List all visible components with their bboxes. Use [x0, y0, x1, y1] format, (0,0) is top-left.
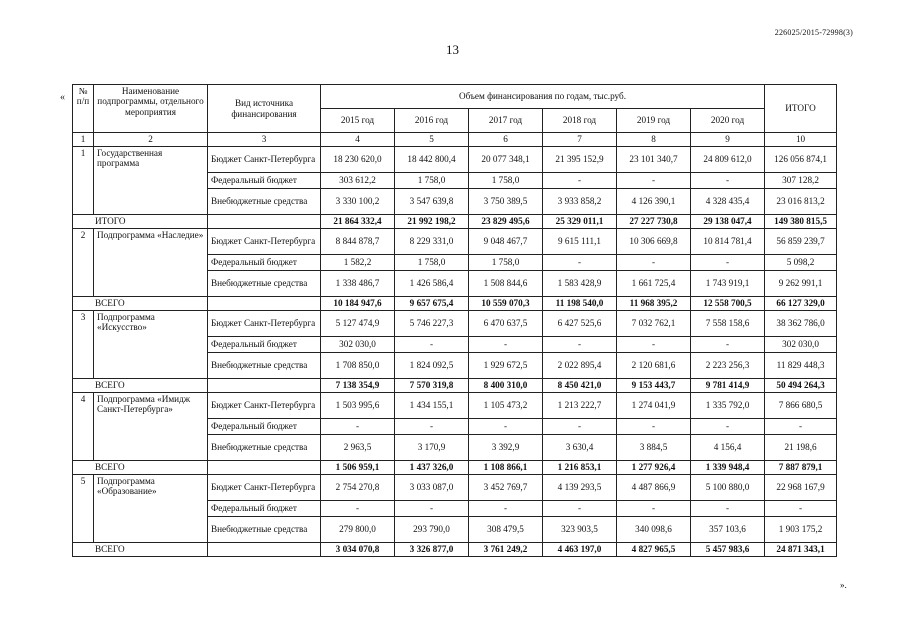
amount-cell: 3 933 858,2	[543, 189, 617, 215]
total-label: ВСЕГО	[73, 461, 208, 475]
amount-cell: 1 824 092,5	[395, 353, 469, 379]
funding-source: Бюджет Санкт-Петербурга	[208, 475, 321, 501]
amount-cell: 1 503 995,6	[321, 393, 395, 419]
header-year: 2019 год	[617, 109, 691, 133]
amount-cell: 20 077 348,1	[469, 147, 543, 173]
program-name: Подпрограмма «Искусство»	[94, 311, 208, 379]
amount-cell: 126 056 874,1	[765, 147, 837, 173]
amount-cell: 22 968 167,9	[765, 475, 837, 501]
amount-cell: 4 328 435,4	[691, 189, 765, 215]
amount-cell: 56 859 239,7	[765, 229, 837, 255]
amount-cell: 3 330 100,2	[321, 189, 395, 215]
amount-cell: 3 630,4	[543, 435, 617, 461]
amount-cell: 2 022 895,4	[543, 353, 617, 379]
total-source-empty	[208, 461, 321, 475]
total-amount-cell: 12 558 700,5	[691, 297, 765, 311]
total-amount-cell: 1 339 948,4	[691, 461, 765, 475]
total-amount-cell: 5 457 983,6	[691, 543, 765, 557]
row-number: 3	[73, 311, 94, 379]
amount-cell: 3 170,9	[395, 435, 469, 461]
financing-table	[72, 84, 837, 557]
amount-cell: -	[765, 501, 837, 517]
amount-cell: 5 098,2	[765, 255, 837, 271]
header-year: 2018 год	[543, 109, 617, 133]
total-amount-cell: 1 277 926,4	[617, 461, 691, 475]
funding-source: Федеральный бюджет	[208, 419, 321, 435]
amount-cell: 1 338 486,7	[321, 271, 395, 297]
amount-cell: -	[321, 419, 395, 435]
amount-cell: 5 100 880,0	[691, 475, 765, 501]
total-amount-cell: 7 887 879,1	[765, 461, 837, 475]
column-index: 6	[469, 133, 543, 147]
funding-source: Бюджет Санкт-Петербурга	[208, 393, 321, 419]
amount-cell: 340 098,6	[617, 517, 691, 543]
row-number: 4	[73, 393, 94, 461]
amount-cell: 1 758,0	[469, 255, 543, 271]
total-amount-cell: 4 827 965,5	[617, 543, 691, 557]
table-row	[73, 311, 837, 337]
amount-cell: -	[691, 419, 765, 435]
total-source-empty	[208, 215, 321, 229]
amount-cell: 8 229 331,0	[395, 229, 469, 255]
total-amount-cell: 7 138 354,9	[321, 379, 395, 393]
total-amount-cell: 3 761 249,2	[469, 543, 543, 557]
amount-cell: -	[765, 419, 837, 435]
funding-source: Внебюджетные средства	[208, 517, 321, 543]
amount-cell: 7 558 158,6	[691, 311, 765, 337]
amount-cell: 1 929 672,5	[469, 353, 543, 379]
amount-cell: -	[617, 255, 691, 271]
total-source-empty	[208, 543, 321, 557]
amount-cell: 21 198,6	[765, 435, 837, 461]
amount-cell: 4 156,4	[691, 435, 765, 461]
row-number: 5	[73, 475, 94, 543]
amount-cell: 303 612,2	[321, 173, 395, 189]
total-row	[73, 461, 837, 475]
total-amount-cell: 10 184 947,6	[321, 297, 395, 311]
funding-source: Федеральный бюджет	[208, 501, 321, 517]
total-amount-cell: 29 138 047,4	[691, 215, 765, 229]
amount-cell: 3 452 769,7	[469, 475, 543, 501]
amount-cell: -	[617, 419, 691, 435]
amount-cell: -	[543, 255, 617, 271]
amount-cell: -	[543, 173, 617, 189]
header-name: Наименование подпрограммы, отдельного мероприятия	[94, 85, 208, 133]
funding-source: Бюджет Санкт-Петербурга	[208, 311, 321, 337]
opening-quote: «	[60, 92, 65, 103]
total-amount-cell: 25 329 011,1	[543, 215, 617, 229]
amount-cell: 1 743 919,1	[691, 271, 765, 297]
amount-cell: 21 395 152,9	[543, 147, 617, 173]
amount-cell: 18 442 800,4	[395, 147, 469, 173]
funding-source: Федеральный бюджет	[208, 173, 321, 189]
amount-cell: 302 030,0	[321, 337, 395, 353]
amount-cell: 9 048 467,7	[469, 229, 543, 255]
amount-cell: 1 508 844,6	[469, 271, 543, 297]
total-amount-cell: 66 127 329,0	[765, 297, 837, 311]
amount-cell: -	[395, 501, 469, 517]
amount-cell: 23 101 340,7	[617, 147, 691, 173]
amount-cell: 38 362 786,0	[765, 311, 837, 337]
column-index: 9	[691, 133, 765, 147]
table-row	[73, 393, 837, 419]
total-amount-cell: 8 450 421,0	[543, 379, 617, 393]
row-number: 2	[73, 229, 94, 297]
amount-cell: 323 903,5	[543, 517, 617, 543]
total-amount-cell: 4 463 197,0	[543, 543, 617, 557]
total-amount-cell: 7 570 319,8	[395, 379, 469, 393]
amount-cell: 8 844 878,7	[321, 229, 395, 255]
amount-cell: 1 661 725,4	[617, 271, 691, 297]
amount-cell: 307 128,2	[765, 173, 837, 189]
row-number: 1	[73, 147, 94, 215]
total-amount-cell: 21 864 332,4	[321, 215, 395, 229]
amount-cell: -	[691, 501, 765, 517]
program-name: Подпрограмма «Наследие»	[94, 229, 208, 297]
header-total: ИТОГО	[765, 85, 837, 133]
amount-cell: 1 434 155,1	[395, 393, 469, 419]
total-label: ВСЕГО	[73, 297, 208, 311]
amount-cell: 1 758,0	[469, 173, 543, 189]
total-amount-cell: 1 437 326,0	[395, 461, 469, 475]
column-index: 4	[321, 133, 395, 147]
total-row	[73, 379, 837, 393]
column-index: 3	[208, 133, 321, 147]
column-index: 1	[73, 133, 94, 147]
amount-cell: 6 470 637,5	[469, 311, 543, 337]
amount-cell: 1 213 222,7	[543, 393, 617, 419]
amount-cell: 4 139 293,5	[543, 475, 617, 501]
funding-source: Внебюджетные средства	[208, 353, 321, 379]
column-index: 2	[94, 133, 208, 147]
total-amount-cell: 1 108 866,1	[469, 461, 543, 475]
program-name: Государственная программа	[94, 147, 208, 215]
funding-source: Внебюджетные средства	[208, 435, 321, 461]
funding-source: Внебюджетные средства	[208, 271, 321, 297]
amount-cell: 4 126 390,1	[617, 189, 691, 215]
amount-cell: 11 829 448,3	[765, 353, 837, 379]
header-num: № п/п	[73, 85, 94, 133]
funding-source: Внебюджетные средства	[208, 189, 321, 215]
amount-cell: 24 809 612,0	[691, 147, 765, 173]
table-row	[73, 147, 837, 173]
total-amount-cell: 9 781 414,9	[691, 379, 765, 393]
amount-cell: 2 754 270,8	[321, 475, 395, 501]
amount-cell: -	[691, 337, 765, 353]
total-amount-cell: 3 034 070,8	[321, 543, 395, 557]
amount-cell: 6 427 525,6	[543, 311, 617, 337]
total-amount-cell: 11 198 540,0	[543, 297, 617, 311]
total-amount-cell: 21 992 198,2	[395, 215, 469, 229]
total-row	[73, 215, 837, 229]
column-index: 8	[617, 133, 691, 147]
total-amount-cell: 23 829 495,6	[469, 215, 543, 229]
table-row	[73, 229, 837, 255]
amount-cell: -	[691, 255, 765, 271]
amount-cell: 1 708 850,0	[321, 353, 395, 379]
amount-cell: -	[321, 501, 395, 517]
amount-cell: 10 814 781,4	[691, 229, 765, 255]
amount-cell: -	[395, 419, 469, 435]
amount-cell: 1 274 041,9	[617, 393, 691, 419]
document-number: 226025/2015-72998(3)	[774, 28, 853, 37]
amount-cell: 1 335 792,0	[691, 393, 765, 419]
amount-cell: 7 866 680,5	[765, 393, 837, 419]
total-amount-cell: 149 380 815,5	[765, 215, 837, 229]
program-name: Подпрограмма «Имидж Санкт-Петербурга»	[94, 393, 208, 461]
amount-cell: 3 547 639,8	[395, 189, 469, 215]
amount-cell: 4 487 866,9	[617, 475, 691, 501]
amount-cell: 3 884,5	[617, 435, 691, 461]
amount-cell: 1 758,0	[395, 255, 469, 271]
page-number: 13	[446, 42, 459, 57]
total-amount-cell: 9 657 675,4	[395, 297, 469, 311]
amount-cell: 1 105 473,2	[469, 393, 543, 419]
total-amount-cell: 3 326 877,0	[395, 543, 469, 557]
total-label: ИТОГО	[73, 215, 208, 229]
financing-table-body	[73, 147, 837, 557]
amount-cell: -	[469, 419, 543, 435]
total-row	[73, 297, 837, 311]
amount-cell: -	[617, 173, 691, 189]
header-year: 2020 год	[691, 109, 765, 133]
amount-cell: 7 032 762,1	[617, 311, 691, 337]
program-name: Подпрограмма «Образование»	[94, 475, 208, 543]
amount-cell: 23 016 813,2	[765, 189, 837, 215]
table-row	[73, 475, 837, 501]
header-year: 2015 год	[321, 109, 395, 133]
amount-cell: 2 223 256,3	[691, 353, 765, 379]
header-year: 2017 год	[469, 109, 543, 133]
header-volume: Объем финансирования по годам, тыс.руб.	[321, 85, 765, 109]
total-amount-cell: 50 494 264,3	[765, 379, 837, 393]
total-label: ВСЕГО	[73, 543, 208, 557]
funding-source: Федеральный бюджет	[208, 255, 321, 271]
total-source-empty	[208, 297, 321, 311]
amount-cell: -	[543, 337, 617, 353]
column-index: 7	[543, 133, 617, 147]
total-amount-cell: 1 506 959,1	[321, 461, 395, 475]
amount-cell: -	[617, 337, 691, 353]
amount-cell: 2 120 681,6	[617, 353, 691, 379]
amount-cell: 1 583 428,9	[543, 271, 617, 297]
amount-cell: 5 127 474,9	[321, 311, 395, 337]
amount-cell: 3 033 087,0	[395, 475, 469, 501]
total-amount-cell: 9 153 443,7	[617, 379, 691, 393]
amount-cell: 9 262 991,1	[765, 271, 837, 297]
amount-cell: 279 800,0	[321, 517, 395, 543]
amount-cell: 3 750 389,5	[469, 189, 543, 215]
total-row	[73, 543, 837, 557]
amount-cell: 1 903 175,2	[765, 517, 837, 543]
amount-cell: 1 582,2	[321, 255, 395, 271]
total-amount-cell: 11 968 395,2	[617, 297, 691, 311]
amount-cell: 1 426 586,4	[395, 271, 469, 297]
amount-cell: 1 758,0	[395, 173, 469, 189]
amount-cell: 2 963,5	[321, 435, 395, 461]
amount-cell: -	[469, 337, 543, 353]
total-source-empty	[208, 379, 321, 393]
amount-cell: 293 790,0	[395, 517, 469, 543]
amount-cell: -	[395, 337, 469, 353]
total-label: ВСЕГО	[73, 379, 208, 393]
amount-cell: -	[691, 173, 765, 189]
amount-cell: 9 615 111,1	[543, 229, 617, 255]
amount-cell: -	[543, 501, 617, 517]
total-amount-cell: 1 216 853,1	[543, 461, 617, 475]
amount-cell: 5 746 227,3	[395, 311, 469, 337]
amount-cell: 10 306 669,8	[617, 229, 691, 255]
amount-cell: 302 030,0	[765, 337, 837, 353]
total-amount-cell: 24 871 343,1	[765, 543, 837, 557]
total-amount-cell: 8 400 310,0	[469, 379, 543, 393]
closing-quote: ».	[840, 580, 847, 590]
amount-cell: 3 392,9	[469, 435, 543, 461]
total-amount-cell: 10 559 070,3	[469, 297, 543, 311]
amount-cell: 18 230 620,0	[321, 147, 395, 173]
amount-cell: -	[617, 501, 691, 517]
column-index-row	[73, 133, 837, 147]
funding-source: Федеральный бюджет	[208, 337, 321, 353]
total-amount-cell: 27 227 730,8	[617, 215, 691, 229]
amount-cell: 308 479,5	[469, 517, 543, 543]
amount-cell: 357 103,6	[691, 517, 765, 543]
header-year: 2016 год	[395, 109, 469, 133]
amount-cell: -	[543, 419, 617, 435]
amount-cell: -	[469, 501, 543, 517]
funding-source: Бюджет Санкт-Петербурга	[208, 147, 321, 173]
column-index: 10	[765, 133, 837, 147]
column-index: 5	[395, 133, 469, 147]
header-source: Вид источника финансирования	[208, 85, 321, 133]
funding-source: Бюджет Санкт-Петербурга	[208, 229, 321, 255]
